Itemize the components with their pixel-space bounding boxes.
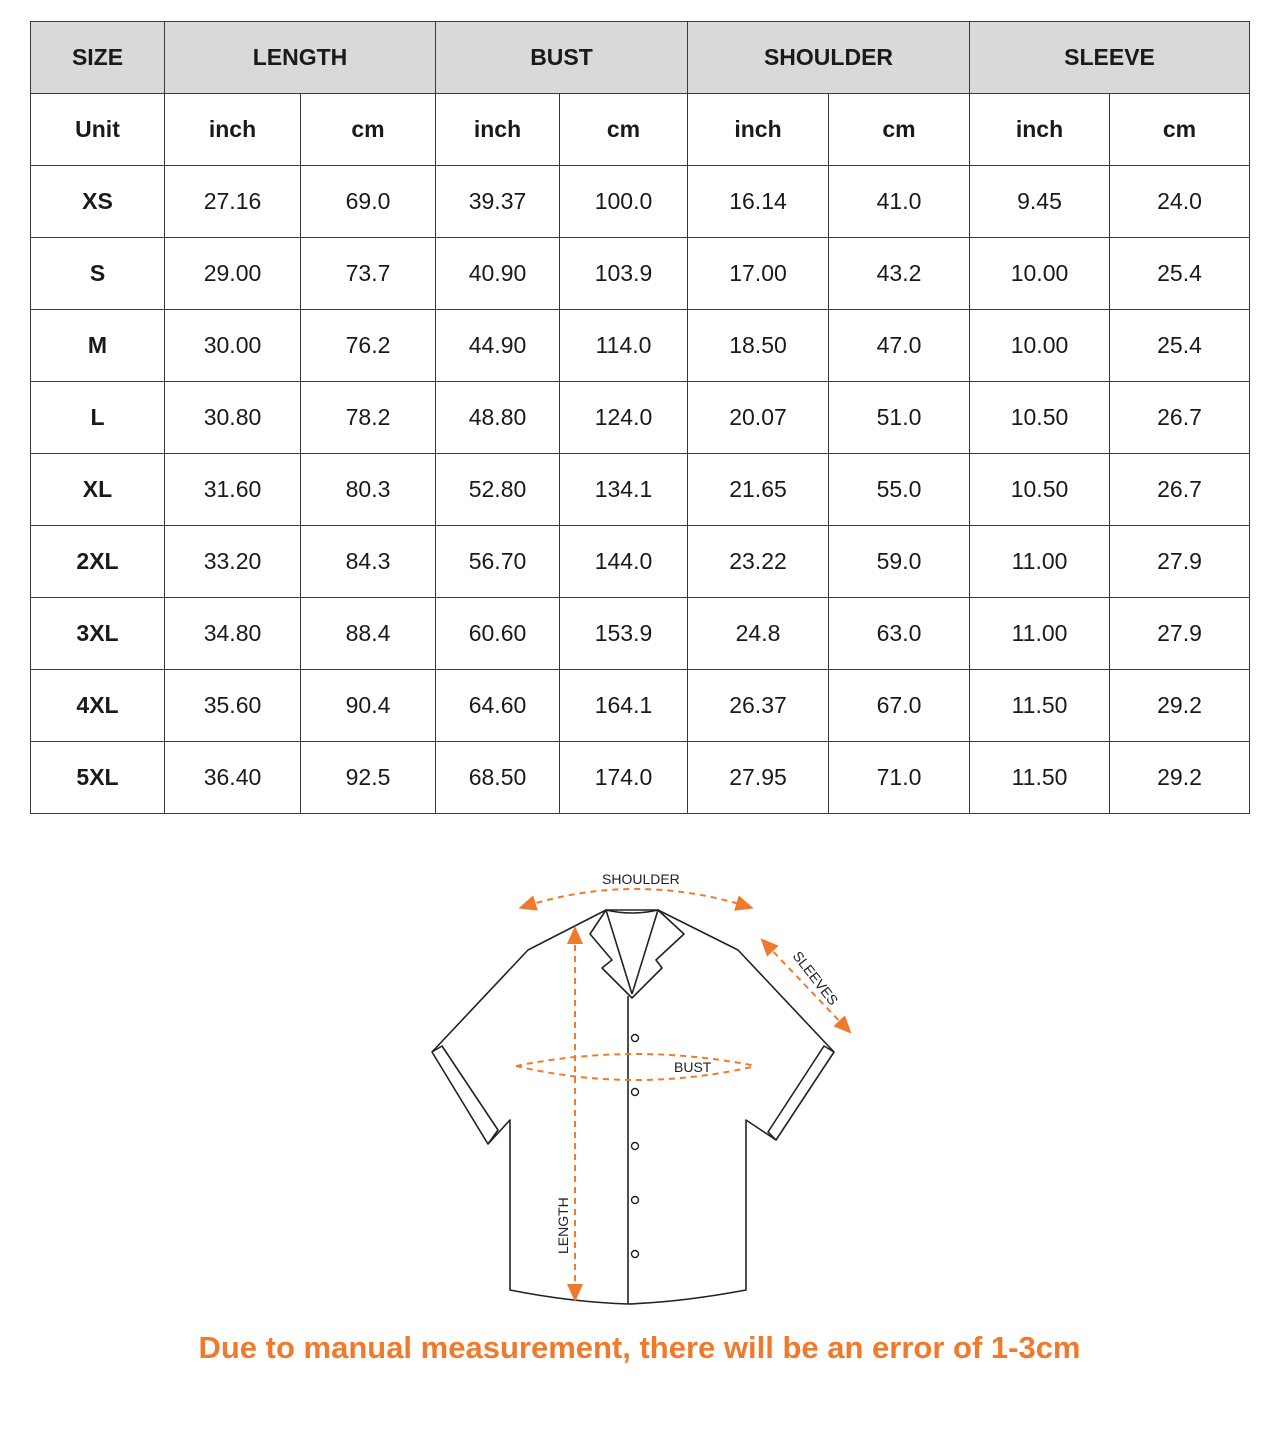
- measurement-cell: 92.5: [301, 742, 436, 814]
- measurement-cell: 124.0: [560, 382, 688, 454]
- header-length: LENGTH: [165, 22, 436, 94]
- table-row: [31, 382, 1250, 454]
- measurement-cell: 76.2: [301, 310, 436, 382]
- unit-cell: inch: [688, 94, 829, 166]
- size-label: XL: [31, 454, 165, 526]
- measurement-cell: 27.16: [165, 166, 301, 238]
- measurement-cell: 88.4: [301, 598, 436, 670]
- measurement-cell: 100.0: [560, 166, 688, 238]
- measurement-cell: 16.14: [688, 166, 829, 238]
- measurement-cell: 11.00: [970, 526, 1110, 598]
- unit-cell: cm: [560, 94, 688, 166]
- measurement-cell: 24.0: [1110, 166, 1250, 238]
- measurement-cell: 36.40: [165, 742, 301, 814]
- measurement-note: Due to manual measurement, there will be an error of 1-3cm: [198, 1330, 1081, 1365]
- measurement-cell: 174.0: [560, 742, 688, 814]
- measurement-cell: 26.7: [1110, 382, 1250, 454]
- header-size: SIZE: [31, 22, 165, 94]
- measurement-cell: 56.70: [436, 526, 560, 598]
- shoulder-label: SHOULDER: [602, 871, 680, 887]
- header-shoulder: SHOULDER: [688, 22, 970, 94]
- measurement-cell: 24.8: [688, 598, 829, 670]
- measurement-cell: 114.0: [560, 310, 688, 382]
- measurement-cell: 60.60: [436, 598, 560, 670]
- table-row: [31, 166, 1250, 238]
- shoulder-measure-line: [526, 889, 746, 906]
- measurement-cell: 68.50: [436, 742, 560, 814]
- measurement-cell: 47.0: [829, 310, 970, 382]
- measurement-cell: 64.60: [436, 670, 560, 742]
- measurement-cell: 78.2: [301, 382, 436, 454]
- table-row: [31, 454, 1250, 526]
- measurement-cell: 55.0: [829, 454, 970, 526]
- header-bust: BUST: [436, 22, 688, 94]
- bust-measure-line: [516, 1054, 756, 1080]
- measurement-cell: 27.9: [1110, 598, 1250, 670]
- shirt-measurement-diagram: [420, 862, 860, 1312]
- header-row: [31, 22, 1250, 94]
- measurement-cell: 11.00: [970, 598, 1110, 670]
- measurement-cell: 11.50: [970, 742, 1110, 814]
- measurement-cell: 144.0: [560, 526, 688, 598]
- measurement-cell: 10.50: [970, 454, 1110, 526]
- measurement-cell: 69.0: [301, 166, 436, 238]
- unit-cell: inch: [436, 94, 560, 166]
- measurement-cell: 31.60: [165, 454, 301, 526]
- measurement-cell: 48.80: [436, 382, 560, 454]
- measurement-cell: 80.3: [301, 454, 436, 526]
- bust-label: BUST: [674, 1059, 712, 1075]
- unit-cell: inch: [165, 94, 301, 166]
- measurement-cell: 43.2: [829, 238, 970, 310]
- measurement-cell: 33.20: [165, 526, 301, 598]
- measurement-cell: 30.00: [165, 310, 301, 382]
- measurement-cell: 41.0: [829, 166, 970, 238]
- measurement-cell: 11.50: [970, 670, 1110, 742]
- measurement-cell: 134.1: [560, 454, 688, 526]
- measurement-cell: 10.50: [970, 382, 1110, 454]
- unit-cell: inch: [970, 94, 1110, 166]
- measurement-cell: 21.65: [688, 454, 829, 526]
- measurement-cell: 103.9: [560, 238, 688, 310]
- measurement-cell: 26.7: [1110, 454, 1250, 526]
- size-label: L: [31, 382, 165, 454]
- measurement-cell: 27.95: [688, 742, 829, 814]
- measurement-cell: 10.00: [970, 238, 1110, 310]
- measurement-cell: 84.3: [301, 526, 436, 598]
- measurement-cell: 20.07: [688, 382, 829, 454]
- measurement-cell: 73.7: [301, 238, 436, 310]
- measurement-cell: 59.0: [829, 526, 970, 598]
- unit-cell: cm: [829, 94, 970, 166]
- measurement-cell: 40.90: [436, 238, 560, 310]
- measurement-cell: 153.9: [560, 598, 688, 670]
- sleeves-label: SLEEVES: [789, 947, 842, 1009]
- size-label: 4XL: [31, 670, 165, 742]
- measurement-cell: 26.37: [688, 670, 829, 742]
- measurement-cell: 71.0: [829, 742, 970, 814]
- measurement-cell: 25.4: [1110, 310, 1250, 382]
- measurement-cell: 51.0: [829, 382, 970, 454]
- size-label: XS: [31, 166, 165, 238]
- size-chart-table: [30, 21, 1250, 814]
- measurement-cell: 29.2: [1110, 742, 1250, 814]
- table-row: [31, 742, 1250, 814]
- size-label: 2XL: [31, 526, 165, 598]
- measurement-cell: 27.9: [1110, 526, 1250, 598]
- size-label: 5XL: [31, 742, 165, 814]
- size-label: S: [31, 238, 165, 310]
- measurement-cell: 35.60: [165, 670, 301, 742]
- measurement-cell: 52.80: [436, 454, 560, 526]
- measurement-cell: 30.80: [165, 382, 301, 454]
- shirt-buttons: [632, 1035, 639, 1258]
- measurement-cell: 63.0: [829, 598, 970, 670]
- measurement-cell: 67.0: [829, 670, 970, 742]
- measurement-cell: 39.37: [436, 166, 560, 238]
- table-row: [31, 670, 1250, 742]
- size-label: M: [31, 310, 165, 382]
- size-label: 3XL: [31, 598, 165, 670]
- measurement-cell: 17.00: [688, 238, 829, 310]
- unit-row: [31, 94, 1250, 166]
- header-sleeve: SLEEVE: [970, 22, 1250, 94]
- measurement-cell: 29.2: [1110, 670, 1250, 742]
- unit-cell: cm: [301, 94, 436, 166]
- measurement-cell: 25.4: [1110, 238, 1250, 310]
- measurement-cell: 18.50: [688, 310, 829, 382]
- measurement-cell: 44.90: [436, 310, 560, 382]
- length-label: LENGTH: [555, 1197, 571, 1254]
- table-row: [31, 526, 1250, 598]
- shirt-outline: [432, 910, 834, 1304]
- measurement-cell: 164.1: [560, 670, 688, 742]
- measurement-cell: 9.45: [970, 166, 1110, 238]
- measurement-cell: 23.22: [688, 526, 829, 598]
- measurement-cell: 29.00: [165, 238, 301, 310]
- measurement-cell: 90.4: [301, 670, 436, 742]
- unit-cell: cm: [1110, 94, 1250, 166]
- table-row: [31, 238, 1250, 310]
- table-row: [31, 310, 1250, 382]
- measurement-cell: 34.80: [165, 598, 301, 670]
- measurement-cell: 10.00: [970, 310, 1110, 382]
- unit-label: Unit: [31, 94, 165, 166]
- table-row: [31, 598, 1250, 670]
